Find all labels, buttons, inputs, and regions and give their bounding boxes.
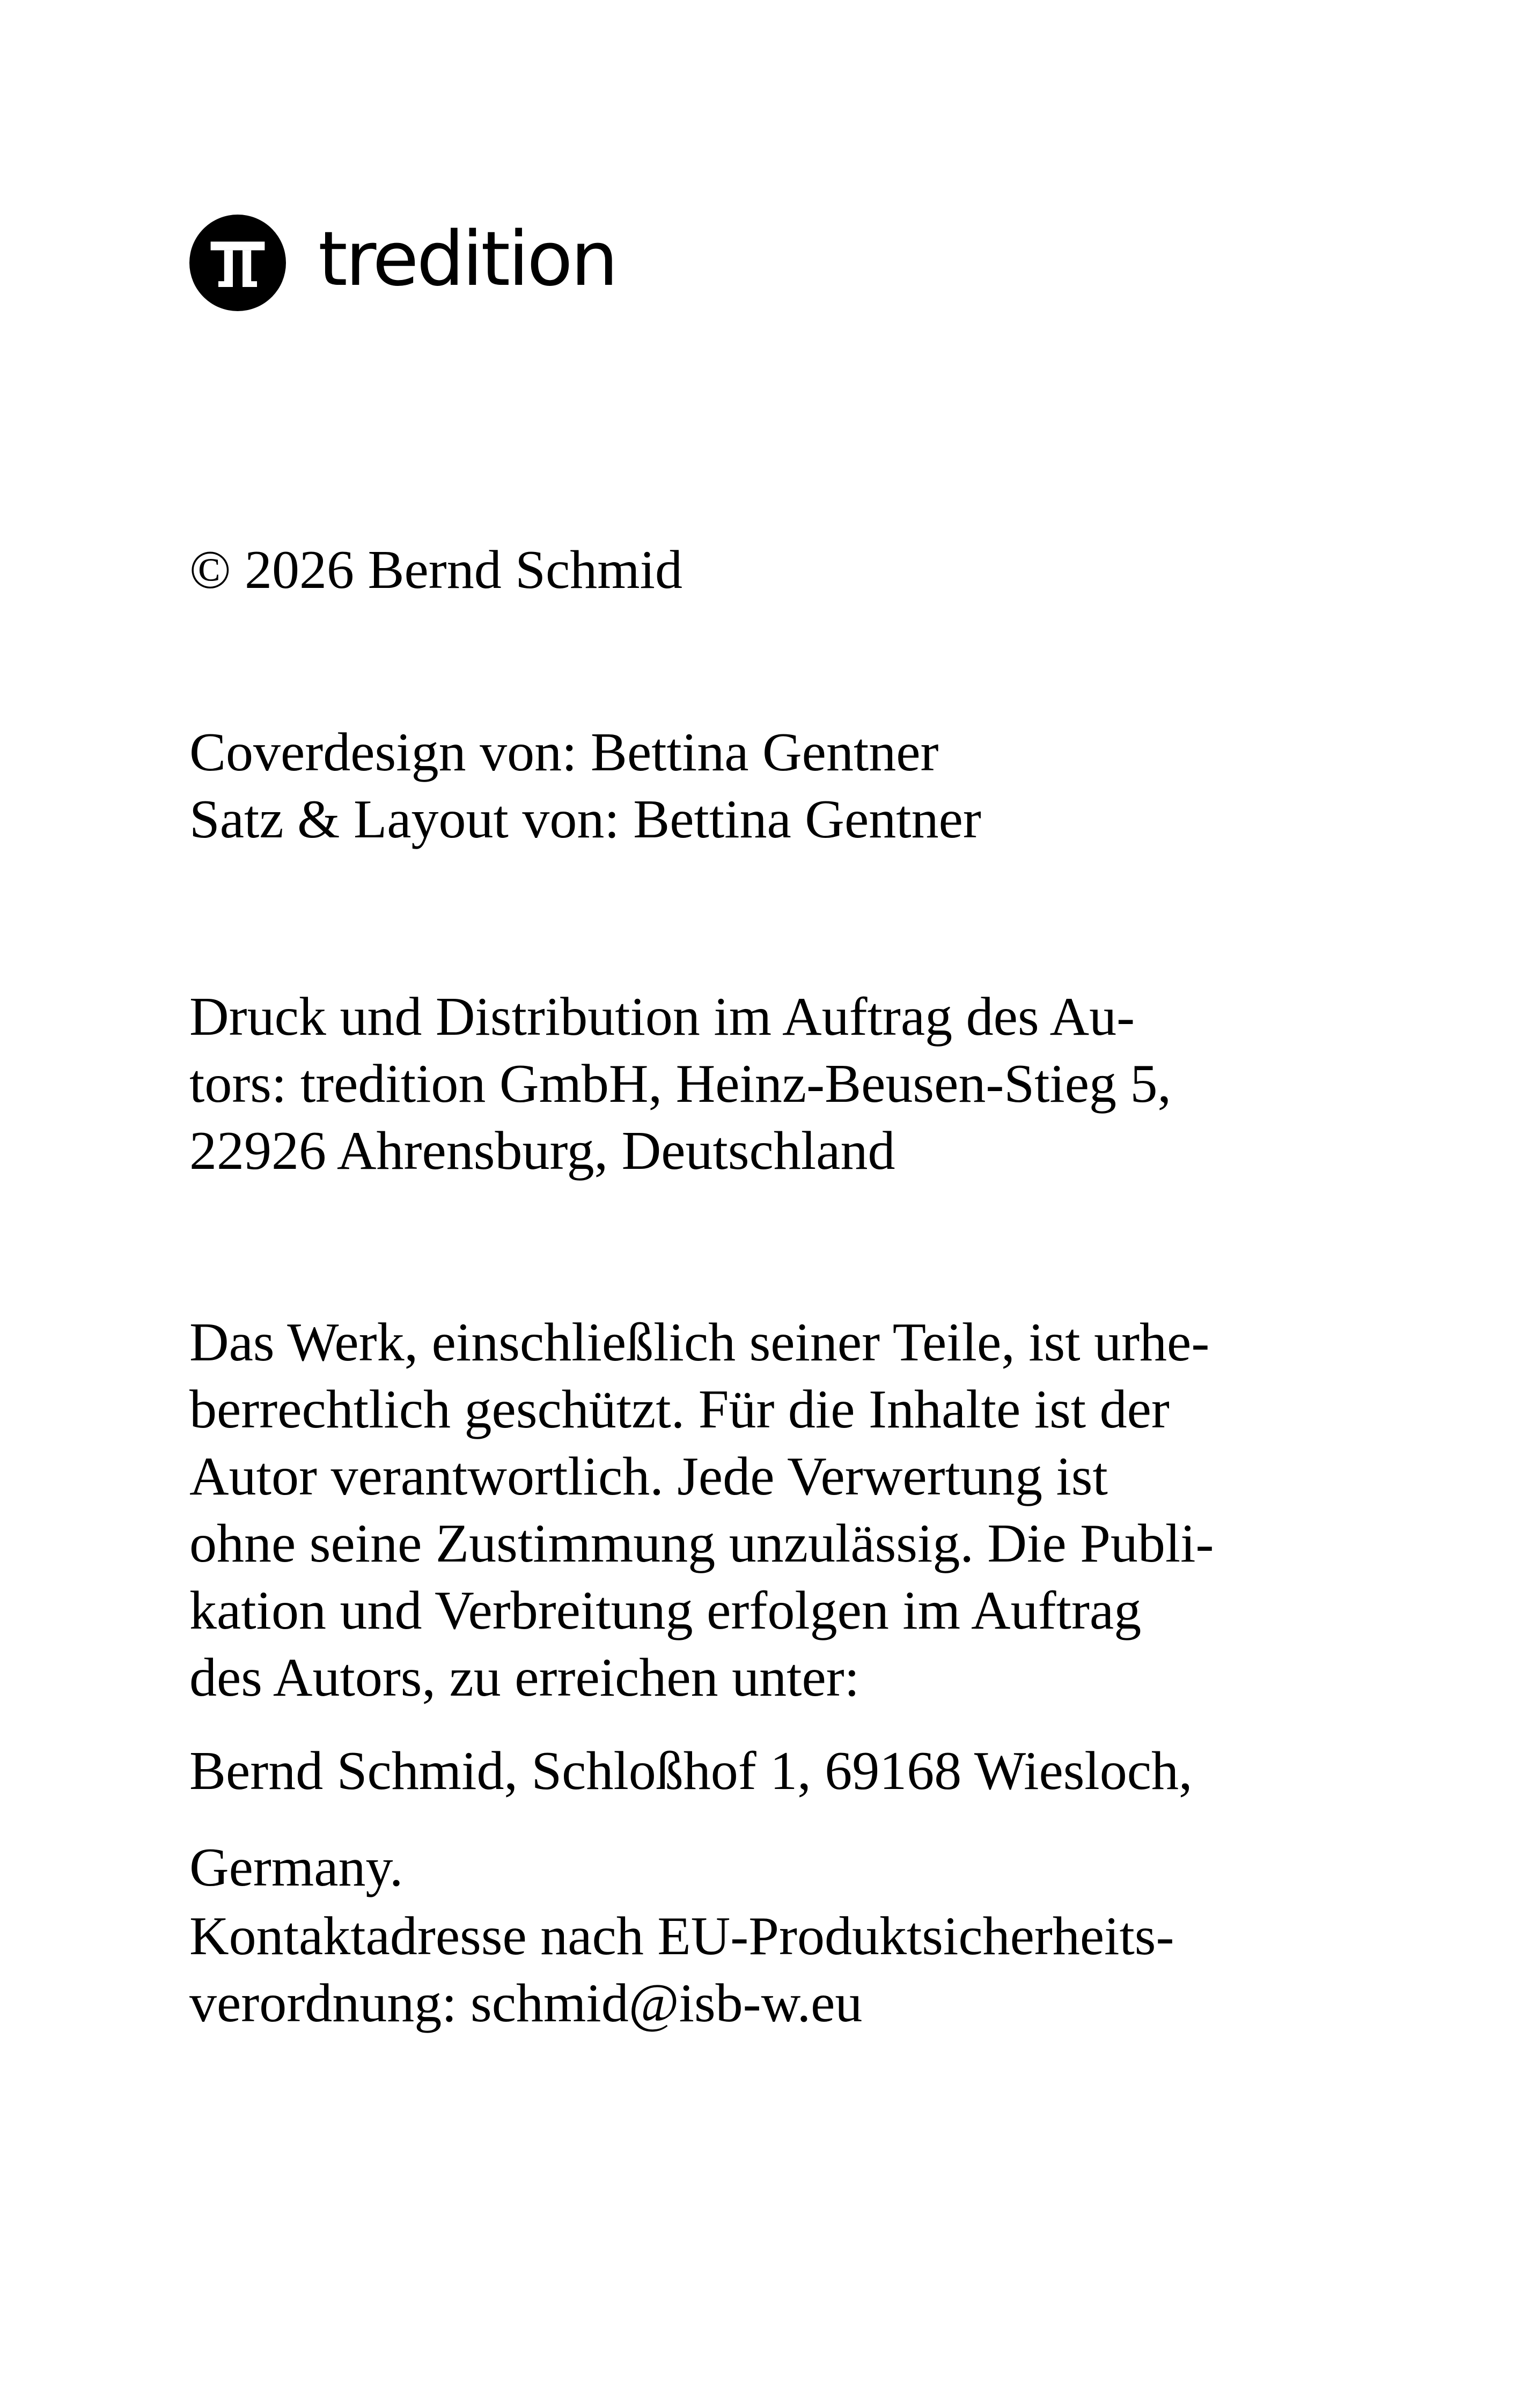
- print-distribution: [189, 983, 1171, 1184]
- rights-line: kation und Verbreitung erfolgen im Auftrag: [189, 1580, 1142, 1641]
- address-line: Bernd Schmid, Schloßhof 1, 69168 Wiesloch,: [189, 1741, 1193, 1801]
- print-line: tors: tredition GmbH, Heinz-Beusen-Stieg 5,: [189, 1054, 1172, 1114]
- rights-line: ohne seine Zustimmung unzulässig. Die Publi-: [189, 1513, 1214, 1574]
- contact-line: Kontaktadresse nach EU-Produktsicherheits-: [189, 1906, 1174, 1967]
- copyright-rights-statement: [189, 1309, 1214, 1711]
- address-line: Germany.: [189, 1837, 403, 1898]
- tredition-logo-icon: [189, 215, 286, 311]
- credit-line: Satz & Layout von: Bettina Gentner: [189, 789, 981, 850]
- contact-line: verordnung: schmid@isb-w.eu: [189, 1973, 863, 2034]
- print-line: Druck und Distribution im Auftrag des Au-: [189, 986, 1135, 1047]
- author-address: [189, 1723, 1193, 1916]
- print-line: 22926 Ahrensburg, Deutschland: [189, 1121, 895, 1181]
- logo-wordmark: tredition: [318, 216, 616, 303]
- safety-contact: [189, 1903, 1174, 2037]
- publisher-logo: [189, 215, 616, 311]
- rights-line: berrechtlich geschützt. Für die Inhalte ist der: [189, 1379, 1170, 1440]
- rights-line: Autor verantwortlich. Jede Verwertung ist: [189, 1446, 1108, 1507]
- rights-line: des Autors, zu erreichen unter:: [189, 1647, 860, 1708]
- rights-line: Das Werk, einschließlich seiner Teile, ist urhe-: [189, 1312, 1210, 1373]
- design-credits: [189, 719, 981, 853]
- copyright-line: © 2026 Bernd Schmid: [189, 540, 682, 600]
- credit-line: Coverdesign von: Bettina Gentner: [189, 722, 939, 783]
- copyright-notice: [189, 536, 682, 603]
